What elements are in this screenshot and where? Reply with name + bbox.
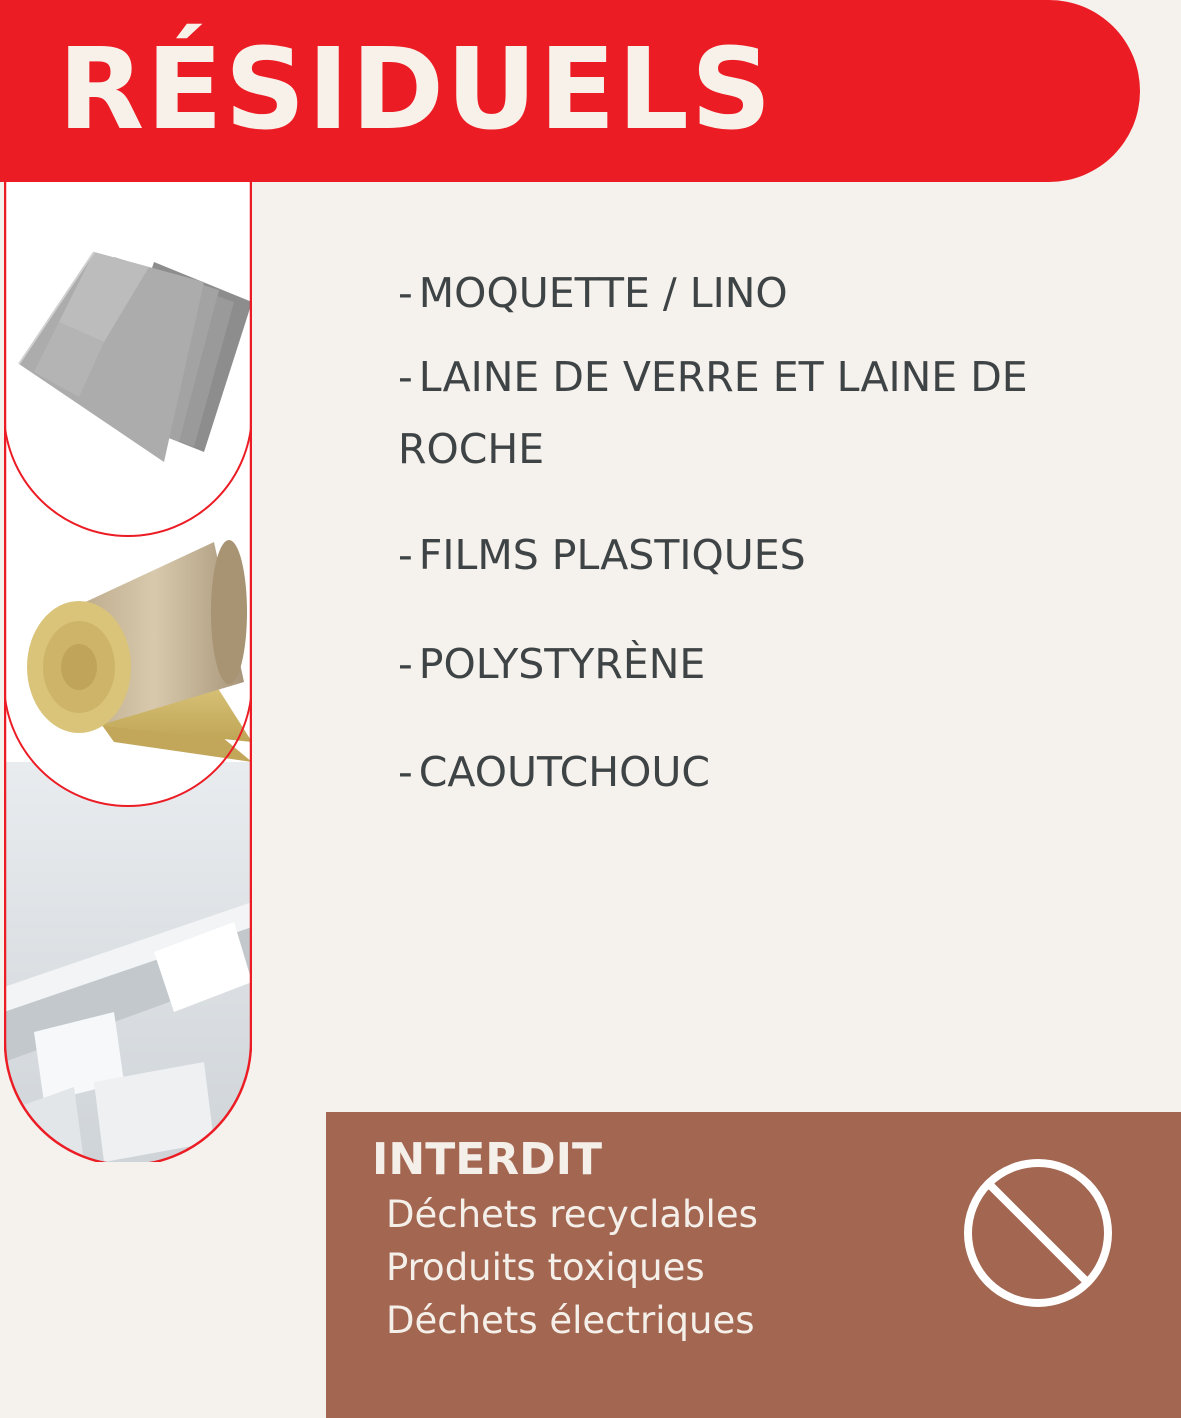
interdit-title: INTERDIT <box>372 1134 603 1185</box>
interdit-list <box>386 1188 758 1347</box>
polystyrene-photo <box>4 762 252 1162</box>
interdit-entry: Produits toxiques <box>386 1246 705 1289</box>
list-item: - MOQUETTE / LINO <box>398 269 788 317</box>
prohibited-icon <box>962 1157 1114 1309</box>
interdit-entry: Déchets électriques <box>386 1299 755 1342</box>
list-item: - POLYSTYRÈNE <box>398 640 706 688</box>
photo-column <box>4 182 252 1162</box>
interdit-panel <box>326 1112 1181 1418</box>
list-item: - FILMS PLASTIQUES <box>398 531 806 579</box>
header-banner <box>0 0 1140 182</box>
page-title: RÉSIDUELS <box>58 25 774 155</box>
list-item-continuation: ROCHE <box>398 425 545 473</box>
list-item: - LAINE DE VERRE ET LAINE DE <box>398 353 1028 401</box>
interdit-entry: Déchets recyclables <box>386 1193 758 1236</box>
list-item: - CAOUTCHOUC <box>398 748 711 796</box>
